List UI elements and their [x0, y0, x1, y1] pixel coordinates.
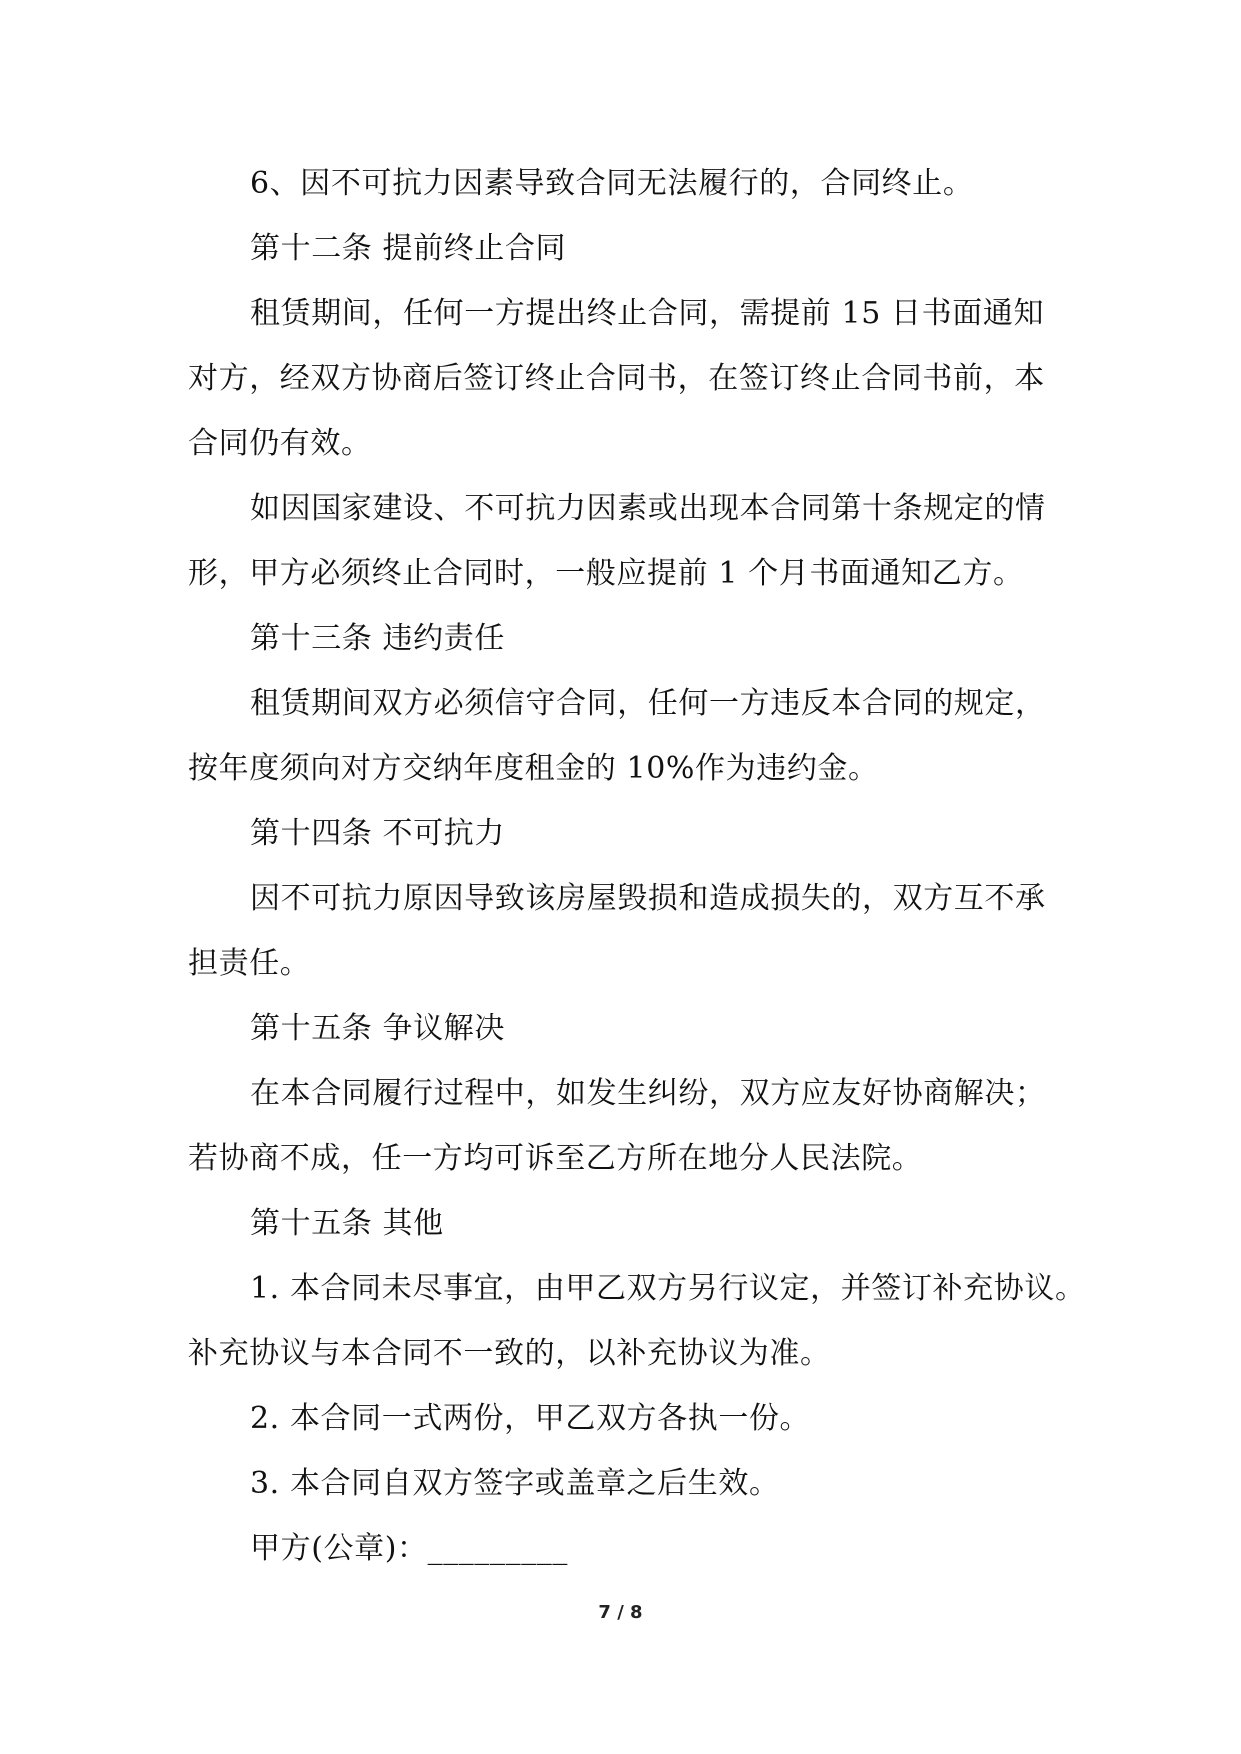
- text-line: 对方，经双方协商后签订终止合同书，在签订终止合同书前，本: [188, 361, 1045, 396]
- text-line: 租赁期间双方必须信守合同，任何一方违反本合同的规定，: [250, 686, 1046, 721]
- text-line: 因不可抗力原因导致该房屋毁损和造成损失的，双方互不承: [250, 881, 1046, 916]
- paragraph-1: [188, 151, 1060, 216]
- text-line: 若协商不成，任一方均可诉至乙方所在地分人民法院。: [188, 1141, 923, 1176]
- section-heading-15-other: [188, 1191, 1060, 1256]
- section-heading-13: [188, 606, 1060, 671]
- text-line: 第十四条 不可抗力: [250, 816, 505, 851]
- paragraph-breach: [188, 671, 1060, 801]
- text-line: 合同仍有效。: [188, 426, 372, 461]
- text-line: 在本合同履行过程中，如发生纠纷，双方应友好协商解决；: [250, 1076, 1046, 1111]
- text-line: 甲方(公章)：_________: [250, 1531, 569, 1566]
- paragraph-item-1: [188, 1256, 1086, 1386]
- text-line: 第十二条 提前终止合同: [250, 231, 567, 266]
- document-body: [188, 151, 1086, 1581]
- signature-party-a: [188, 1516, 1060, 1581]
- paragraph-dispute: [188, 1061, 1060, 1191]
- paragraph-item-3: [188, 1451, 1060, 1516]
- text-line: 补充协议与本合同不一致的，以补充协议为准。: [188, 1336, 831, 1371]
- text-line: 按年度须向对方交纳年度租金的 10%作为违约金。: [188, 751, 879, 786]
- text-line: 第十三条 违约责任: [250, 621, 505, 656]
- text-line: 2. 本合同一式两份，甲乙双方各执一份。: [250, 1401, 811, 1436]
- text-line: 第十五条 争议解决: [250, 1011, 505, 1046]
- section-heading-12: [188, 216, 1060, 281]
- paragraph-state-construction: [188, 476, 1060, 606]
- paragraph-force-majeure: [188, 866, 1060, 996]
- text-line: 1. 本合同未尽事宜，由甲乙双方另行议定，并签订补充协议。: [250, 1271, 1086, 1306]
- text-line: 6、因不可抗力因素导致合同无法履行的，合同终止。: [250, 166, 974, 201]
- text-line: 租赁期间，任何一方提出终止合同，需提前 15 日书面通知: [250, 296, 1045, 331]
- text-line: 形，甲方必须终止合同时，一般应提前 1 个月书面通知乙方。: [188, 556, 1024, 591]
- section-heading-14: [188, 801, 1060, 866]
- section-heading-15-dispute: [188, 996, 1060, 1061]
- page-number: 7 / 8: [598, 1602, 643, 1623]
- text-line: 担责任。: [188, 946, 311, 981]
- paragraph-early-termination: [188, 281, 1060, 476]
- text-line: 3. 本合同自双方签字或盖章之后生效。: [250, 1466, 780, 1501]
- paragraph-item-2: [188, 1386, 1060, 1451]
- text-line: 如因国家建设、不可抗力因素或出现本合同第十条规定的情: [250, 491, 1046, 526]
- text-line: 第十五条 其他: [250, 1206, 444, 1241]
